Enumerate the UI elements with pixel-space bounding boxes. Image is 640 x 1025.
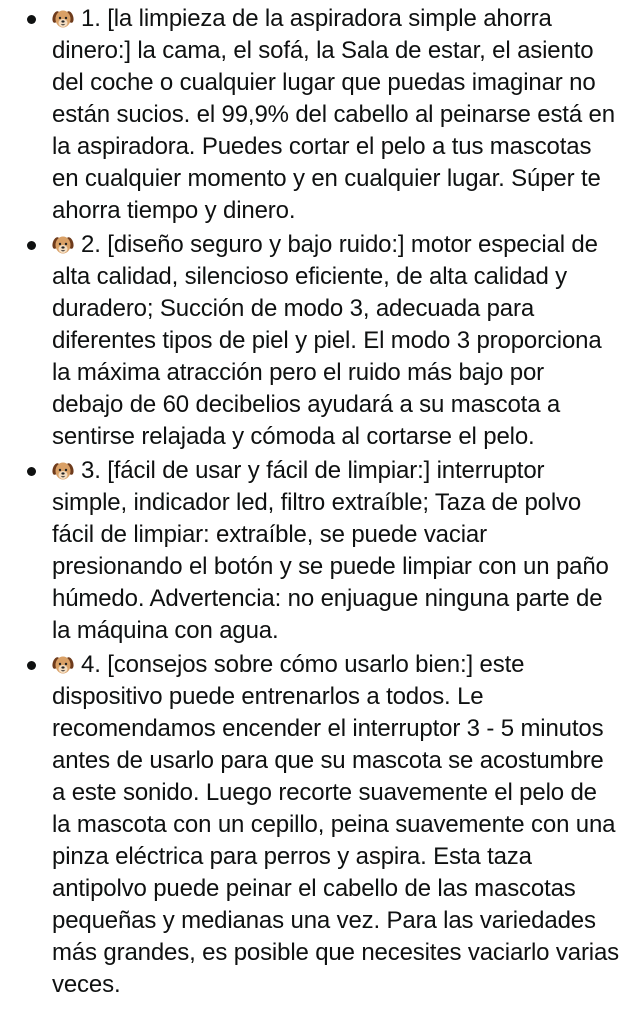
feature-text: 3. [fácil de usar y fácil de limpiar:] interruptor simple, indicador led, filtro extraíble; Taza de polvo fácil de limpiar: extraíble, se puede vaciar presionando el botón y se puede limpiar con un paño húmedo. Advertencia: no enjuague ninguna parte de la máquina con agua.	[52, 457, 609, 644]
feature-item-4	[0, 649, 640, 1001]
bullet-dot	[27, 661, 36, 670]
bullet-dot	[27, 15, 36, 24]
feature-text: 1. [la limpieza de la aspiradora simple ahorra dinero:] la cama, el sofá, la Sala de estar, el asiento del coche o cualquier lugar que puedas imaginar no están sucios. el 99,9% del cabello al peinarse está en la aspiradora. Puedes cortar el pelo a tus mascotas en cualquier momento y en cualquier lugar. Súper te ahorra tiempo y dinero.	[52, 5, 615, 224]
bullet-dot	[27, 241, 36, 250]
feature-text: 2. [diseño seguro y bajo ruido:] motor especial de alta calidad, silencioso eficiente, de alta calidad y duradero; Succión de modo 3, adecuada para diferentes tipos de piel y piel. El modo 3 proporciona la máxima atracción pero el ruido más bajo por debajo de 60 decibelios ayudará a su mascota a sentirse relajada y cómoda al cortarse el pelo.	[52, 231, 602, 450]
dog-face-icon	[52, 655, 74, 675]
feature-item-1	[0, 3, 640, 227]
feature-item-2	[0, 229, 640, 453]
feature-bullet-list	[0, 3, 640, 1001]
feature-text: 4. [consejos sobre cómo usarlo bien:] este dispositivo puede entrenarlos a todos. Le recomendamos encender el interruptor 3 - 5 minutos antes de usarlo para que su mascota se acostumbre a este sonido. Luego recorte suavemente el pelo de la mascota con un cepillo, peina suavemente con una pinza eléctrica para perros y aspira. Esta taza antipolvo puede peinar el cabello de las mascotas pequeñas y medianas una vez. Para las variedades más grandes, es posible que necesites vaciarlo varias veces.	[52, 651, 620, 998]
bullet-dot	[27, 467, 36, 476]
dog-face-icon	[52, 461, 74, 481]
dog-face-icon	[52, 235, 74, 255]
dog-face-icon	[52, 9, 74, 29]
feature-item-3	[0, 455, 640, 647]
